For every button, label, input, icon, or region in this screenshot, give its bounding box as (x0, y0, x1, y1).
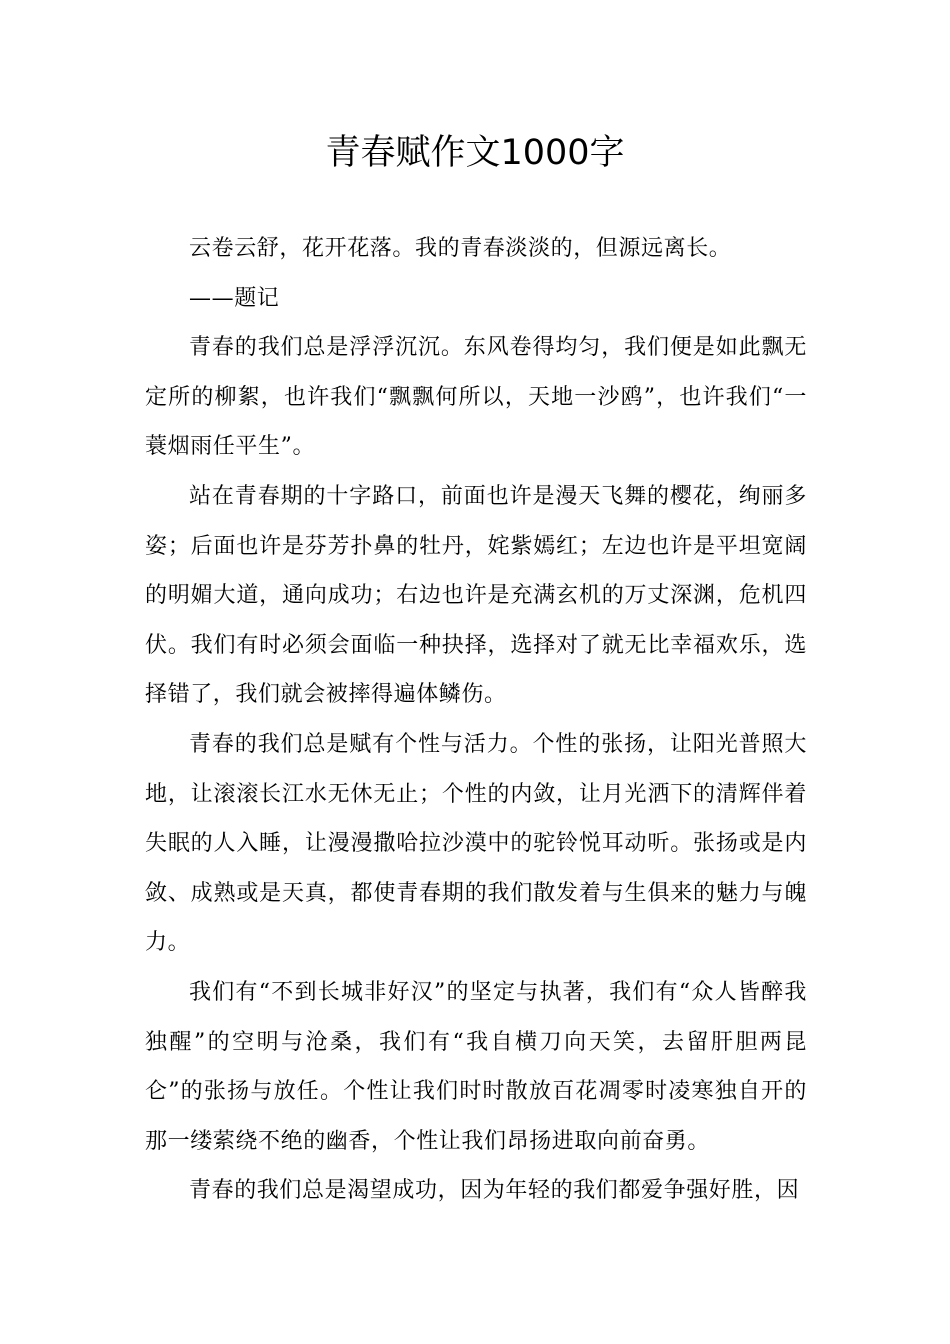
document-title: 青春赋作文1000字 (325, 133, 625, 173)
paragraph-1: 青春的我们总是浮浮沉沉。东风卷得均匀，我们便是如此飘无定所的柳絮，也许我们“飘飘何所以，天地一沙鸥”，也许我们“一蓑烟雨任平生”。 (145, 335, 807, 460)
paragraph-4: 我们有“不到长城非好汉”的坚定与执著，我们有“众人皆醉我独醒”的空明与沧桑，我们有“我自横刀向天笑，去留肝胆两昆仑”的张扬与放任。个性让我们时时散放百花凋零时凌寒独自开的那一缕萦绕不绝的幽香，个性让我们昂扬进取向前奋勇。 (145, 979, 807, 1154)
document-body (145, 224, 807, 1216)
paragraph-2: 站在青春期的十字路口，前面也许是漫天飞舞的樱花，绚丽多姿；后面也许是芬芳扑鼻的牡丹，姹紫嫣红；左边也许是平坦宽阔的明媚大道，通向成功；右边也许是充满玄机的万丈深渊，危机四伏。我们有时必须会面临一种抉择，选择对了就无比幸福欢乐，选择错了，我们就会被摔得遍体鳞伤。 (145, 483, 807, 708)
paragraph-3: 青春的我们总是赋有个性与活力。个性的张扬，让阳光普照大地，让滚滚长江水无休无止；个性的内敛，让月光洒下的清辉伴着失眠的人入睡，让漫漫撒哈拉沙漠中的驼铃悦耳动听。张扬或是内敛、成熟或是天真，都使青春期的我们散发着与生俱来的魅力与魄力。 (145, 731, 807, 956)
paragraph-5: 青春的我们总是渴望成功，因为年轻的我们都爱争强好胜，因 (189, 1178, 800, 1204)
paragraph-intro: 云卷云舒，花开花落。我的青春淡淡的，但源远离长。 (189, 236, 732, 261)
paragraph-epigraph-attribution: ——题记 (189, 285, 280, 311)
